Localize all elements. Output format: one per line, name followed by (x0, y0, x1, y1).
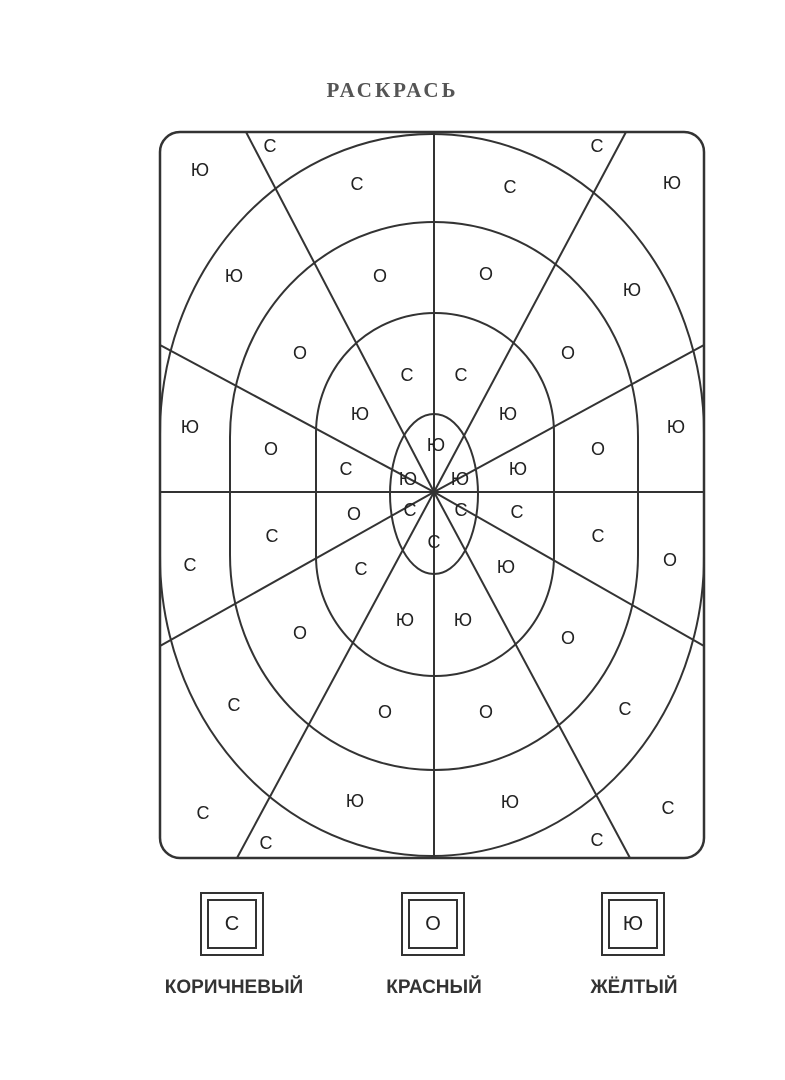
cell-label: С (350, 174, 364, 194)
cell-label: О (590, 439, 606, 459)
cell-label: О (662, 550, 678, 570)
cell-label: Ю (508, 459, 528, 479)
cell-label: О (560, 343, 576, 363)
legend-label-red: КРАСНЫЙ (386, 977, 482, 998)
cell-label: О (478, 702, 494, 722)
cell-label: Ю (662, 173, 682, 193)
cell-label: Ю (666, 417, 686, 437)
cell-label: С (196, 803, 210, 823)
cell-label: С (403, 500, 417, 520)
cell-label: С (590, 830, 604, 850)
radial-lines (160, 132, 704, 858)
cell-label: С (618, 699, 632, 719)
legend-label-yellow: ЖЁЛТЫЙ (590, 977, 678, 998)
cell-label: Ю (345, 791, 365, 811)
cell-label: Ю (398, 469, 418, 489)
cell-label: О (263, 439, 279, 459)
legend-symbol: Ю (608, 899, 658, 949)
cell-label: О (292, 623, 308, 643)
cell-label: С (265, 526, 279, 546)
page-title: РАСКРАСЬ (326, 78, 459, 102)
cell-label: Ю (395, 610, 415, 630)
cell-label: Ю (450, 469, 470, 489)
cell-label: О (377, 702, 393, 722)
cell-label: С (454, 365, 468, 385)
cell-label: С (590, 136, 604, 156)
cell-label: С (183, 555, 197, 575)
radial-line (246, 132, 434, 492)
cell-label: О (560, 628, 576, 648)
cell-label: Ю (453, 610, 473, 630)
cell-label: Ю (224, 266, 244, 286)
cell-label: О (478, 264, 494, 284)
legend-symbol: С (207, 899, 257, 949)
legend-box-red (401, 892, 465, 956)
radial-line (434, 132, 626, 492)
cell-label: С (661, 798, 675, 818)
cell-label: С (454, 500, 468, 520)
cell-label: Ю (498, 404, 518, 424)
legend-symbol: О (408, 899, 458, 949)
legend-label-brown: КОРИЧНЕВЫЙ (164, 977, 304, 998)
cell-label: Ю (190, 160, 210, 180)
cell-label: С (354, 559, 368, 579)
cell-label: О (292, 343, 308, 363)
cell-label: С (400, 365, 414, 385)
cell-label: О (346, 504, 362, 524)
cell-label: С (510, 502, 524, 522)
cell-label: Ю (496, 557, 516, 577)
cell-label: О (372, 266, 388, 286)
cell-label: Ю (180, 417, 200, 437)
cell-label: С (263, 136, 277, 156)
legend-box-yellow (601, 892, 665, 956)
cell-label: С (591, 526, 605, 546)
cell-label: Ю (426, 435, 446, 455)
cell-label: С (427, 532, 441, 552)
cell-label: Ю (350, 404, 370, 424)
cell-label: Ю (500, 792, 520, 812)
cell-label: Ю (622, 280, 642, 300)
legend-box-brown (200, 892, 264, 956)
cell-label: С (259, 833, 273, 853)
cell-label: С (503, 177, 517, 197)
cell-label: С (339, 459, 353, 479)
cell-label: С (227, 695, 241, 715)
radial-line (434, 345, 704, 492)
